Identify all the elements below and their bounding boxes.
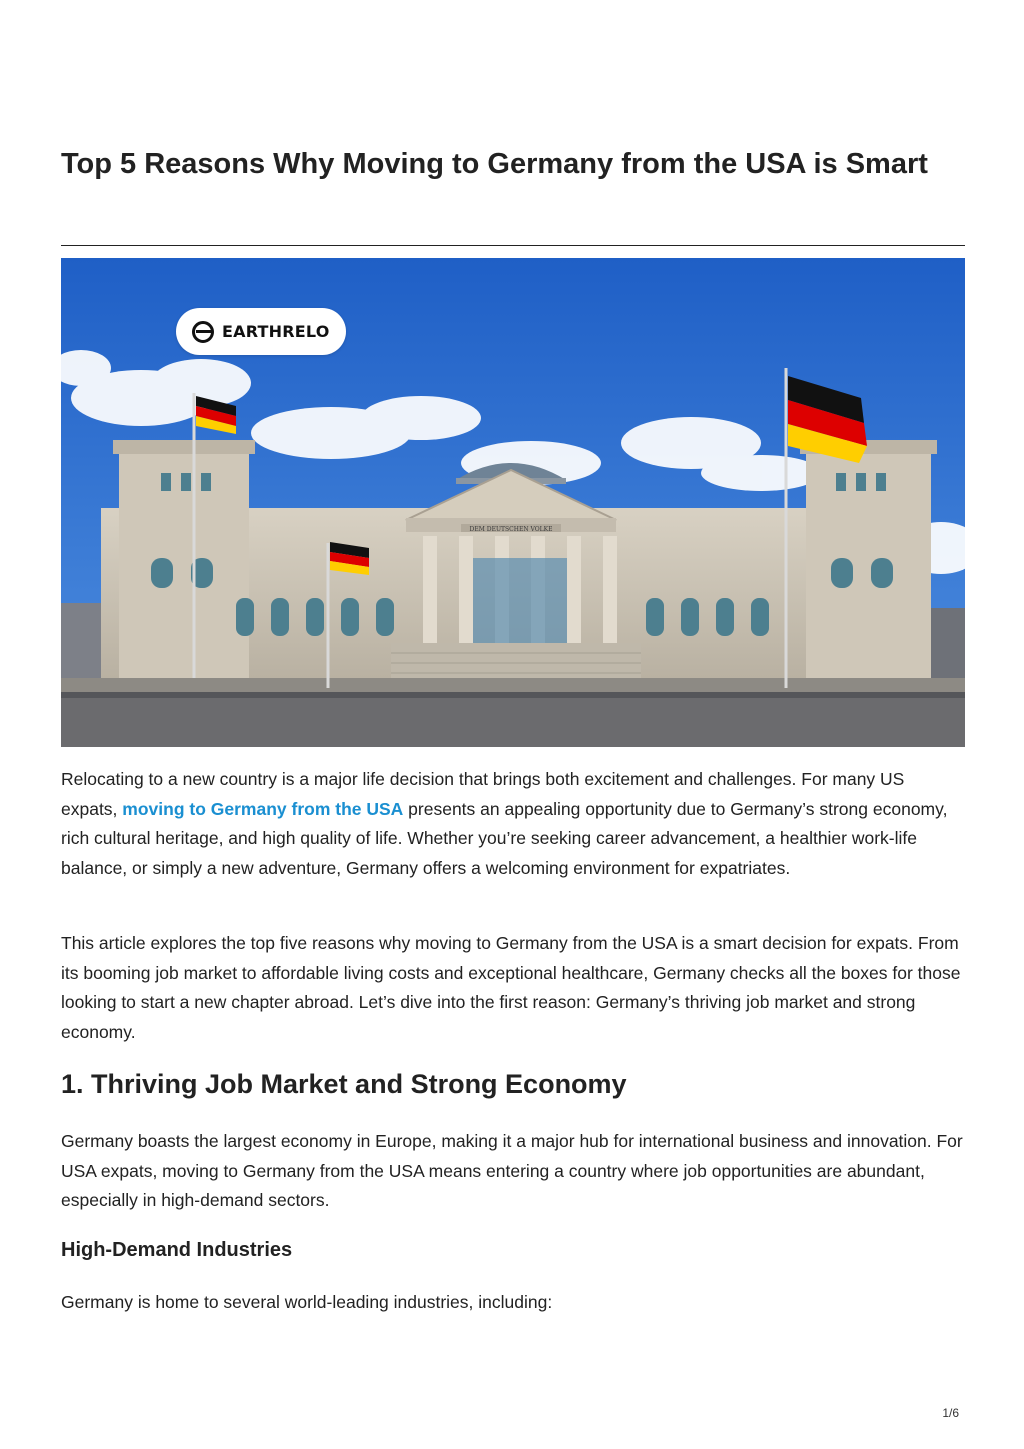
title-divider [61, 245, 965, 246]
intro-p1-text-before: Relocating to a new country is a major life decision that brings both excitement and challenges. For many US expats, [61, 769, 905, 819]
building-inscription: DEM DEUTSCHEN VOLKE [469, 526, 553, 533]
section-1-paragraph: Germany boasts the largest economy in Europe, making it a major hub for international business and innovation. For USA expats, moving to Germany from the USA means entering a country where job opportunities are abundant, especially in high-demand sectors. [61, 1131, 963, 1210]
intro-paragraph-1 [61, 765, 965, 883]
article-title: Top 5 Reasons Why Moving to Germany from the USA is Smart [61, 148, 928, 180]
earthrelo-logo [176, 308, 346, 355]
moving-to-germany-link[interactable]: moving to Germany from the USA [122, 798, 404, 819]
intro-p1-text-after: presents an appealing opportunity due to Germany’s strong economy, rich cultural heritage, and high quality of life. Whether you’re seeking career advancement, a healthier work-life balance, or simply a new adventure, Germany offers a welcoming environment for expatriates. [61, 798, 948, 878]
industries-intro-paragraph: Germany is home to several world-leading industries, including: [61, 1292, 553, 1312]
section-1-heading: 1. Thriving Job Market and Strong Economy [61, 1069, 627, 1099]
page-number: 1/6 [942, 1406, 959, 1420]
intro-paragraph-2: This article explores the top five reasons why moving to Germany from the USA is a smart decision for expats. From its booming job market to affordable living costs and exceptional healthcare, Germany checks all the boxes for those looking to start a new chapter abroad. Let’s dive into the first reason: Germany’s thriving job market and strong economy. [61, 933, 961, 1042]
earthrelo-logo-icon [192, 321, 214, 343]
logo-text: EARTHRELO [222, 322, 330, 341]
hero-image [61, 258, 965, 747]
high-demand-industries-heading: High-Demand Industries [61, 1239, 293, 1261]
